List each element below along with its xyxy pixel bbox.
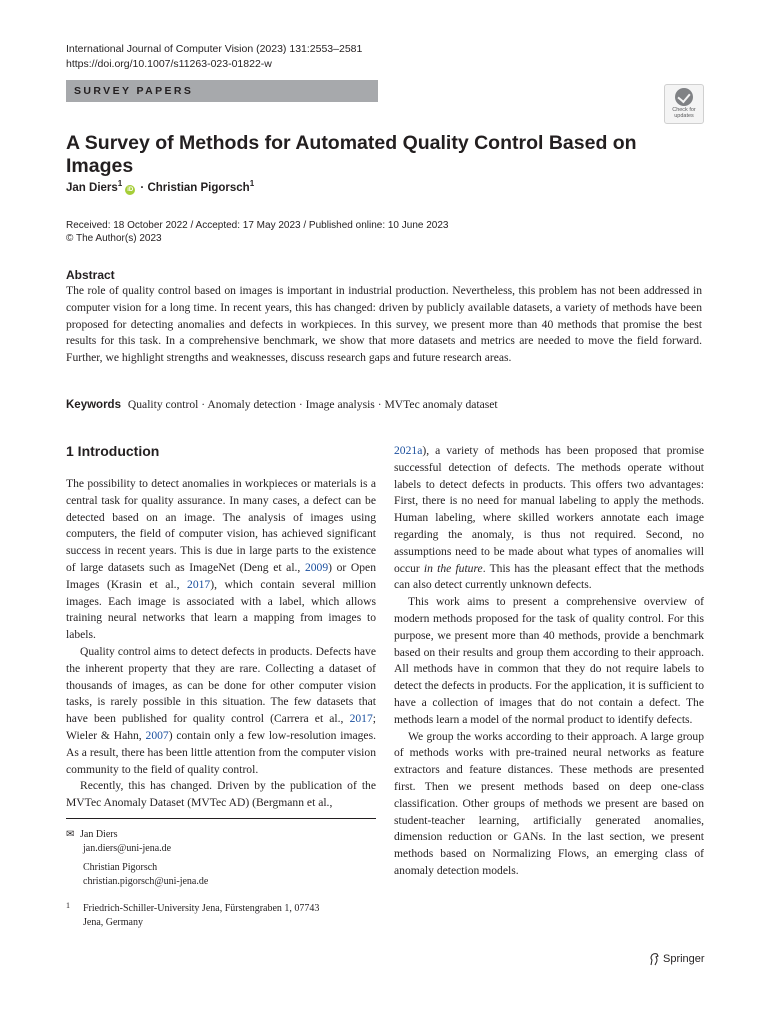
author-affiliation-mark: 1 bbox=[117, 179, 123, 188]
contact-email[interactable]: jan.diers@uni-jena.de bbox=[83, 842, 172, 854]
left-column bbox=[66, 476, 376, 812]
paragraph: This work aims to present a comprehensive overview of modern methods proposed for the task of quality control. For this purpose, we present more than 40 methods, provide a benchmark based on their results and group them according to their approach. All methods have in common that they do not require labels to detect the defects in products. For the application, it is sufficient to have a collection of images that do not contain a defect. The methods learn a model of the normal product to identify defects. bbox=[394, 595, 704, 726]
doi-link[interactable]: https://doi.org/10.1007/s11263-023-01822-w bbox=[66, 58, 272, 70]
check-for-updates-badge[interactable] bbox=[664, 84, 704, 124]
right-column bbox=[394, 443, 704, 880]
copyright: © The Author(s) 2023 bbox=[66, 233, 162, 244]
article-type-banner: SURVEY PAPERS bbox=[66, 80, 378, 102]
abstract-text: The role of quality control based on images is important in industrial production. Nevertheless, this problem has not been addressed in computer vision for a long time. In recent years, this has changed: driven by publicly available datasets, a variety of methods have been proposed for detecting anomalies and defects in workpieces. In this survey, we present more than 40 methods that promise the best results for this task. In a comprehensive benchmark, we show that more datasets and metrics are needed to move the field forward. Further, we highlight strengths and weaknesses, discuss research gaps and future research areas. bbox=[66, 284, 702, 365]
author-affiliation-mark: 1 bbox=[249, 179, 255, 188]
keywords-label: Keywords bbox=[66, 399, 121, 411]
contact-email[interactable]: christian.pigorsch@uni-jena.de bbox=[83, 875, 209, 887]
publisher-name: Springer bbox=[663, 953, 705, 965]
keywords bbox=[66, 398, 706, 411]
paragraph: Recently, this has changed. Driven by the publication of the MVTec Anomaly Dataset (MVTec AD) (Bergmann et al., bbox=[66, 779, 376, 810]
affiliation-line: Jena, Germany bbox=[83, 916, 143, 928]
orcid-icon[interactable]: iD bbox=[127, 186, 134, 193]
paragraph: Quality control aims to detect defects in products. Defects have the inherent property that they are rare. Collecting a dataset of thousands of images, as can be done for other computer vision tasks, is rarely possible in this situation. The few datasets that have been published for quality control (Carrera et al., 2017; Wieler & Hahn, 2007) contain only a few low-resolution images. As a result, there has been little attention from the computer vision community to the field of quality control. bbox=[66, 644, 376, 776]
history-dates: Received: 18 October 2022 / Accepted: 17 May 2023 / Published online: 10 June 2023 bbox=[66, 220, 449, 231]
keywords-list: Quality control · Anomaly detection · Image analysis · MVTec anomaly dataset bbox=[127, 398, 498, 411]
affiliation-line: Friedrich-Schiller-University Jena, Fürstengraben 1, 07743 bbox=[83, 903, 320, 914]
check-updates-line1: Check for bbox=[672, 107, 696, 113]
section-heading: 1 Introduction bbox=[66, 443, 160, 459]
paragraph: The possibility to detect anomalies in workpieces or materials is a central task for quality assurance. In many cases, a defect can be detected based on an image. The analysis of images using computers, the field of computer vision, has achieved significant success in recent years. This is due in large parts to the existence of large datasets such as ImageNet (Deng et al., 2009) or Open Images (Krasin et al., 2017), which contain several million images. Each image is associated with a label, which allows training neural networks that learn a mapping from images to labels. bbox=[66, 477, 377, 642]
journal-header bbox=[66, 42, 362, 72]
journal-citation: International Journal of Computer Vision (2023) 131:2553–2581 bbox=[66, 43, 363, 55]
contact-name: Christian Pigorsch bbox=[83, 862, 158, 873]
citation-link[interactable]: 2017 bbox=[187, 577, 211, 591]
citation-link[interactable]: 2017 bbox=[349, 712, 373, 726]
check-updates-line2: updates bbox=[674, 113, 694, 119]
publication-dates bbox=[66, 219, 449, 245]
paragraph: We group the works according to their approach. A large group of methods works with pre-trained neural networks as feature extractors and feature distances. These methods are presented first. Then we present methods based on deep one-class classification. Other groups of methods we present are based on student-teacher learning, artificially generated anomalies, dimension reduction or GANs. In the last section, we present methods based on Normalizing Flows, an emerging class of anomaly detection models. bbox=[394, 729, 704, 877]
author-name[interactable]: Christian Pigorsch bbox=[147, 181, 250, 194]
paper-title: A Survey of Methods for Automated Quality Control Based on Images bbox=[66, 132, 637, 177]
paragraph: 2021a), a variety of methods has been proposed that promise successful detection of defects. The methods operate without labels to detect defects in products. This offers two advantages: First, there is no need for manual labeling to apply the methods. Human labeling, where skilled workers annotate each image regarding the anomaly, is thus not required. Second, no assumptions need to be made about what types of anomalies will occur in the future. This has the pleasant effect that the methods can also detect currently unknown defects. bbox=[394, 444, 704, 592]
springer-horse-icon bbox=[648, 952, 660, 966]
citation-link[interactable]: 2007 bbox=[145, 728, 169, 742]
corresponding-authors bbox=[66, 828, 208, 888]
publisher-logo bbox=[648, 952, 705, 966]
author-separator: · bbox=[137, 181, 148, 194]
footnote-divider bbox=[66, 818, 376, 819]
author-list bbox=[66, 179, 254, 195]
author-name[interactable]: Jan Diers bbox=[66, 181, 118, 194]
affiliation-number: 1 bbox=[66, 901, 70, 910]
check-updates-icon bbox=[675, 88, 693, 106]
envelope-icon: ✉ bbox=[66, 829, 75, 840]
abstract-heading: Abstract bbox=[66, 268, 115, 282]
citation-link[interactable]: 2009 bbox=[304, 560, 329, 574]
citation-link[interactable]: 2021a bbox=[394, 444, 423, 457]
affiliation-footnote bbox=[66, 899, 376, 929]
contact-name: Jan Diers bbox=[80, 829, 118, 840]
